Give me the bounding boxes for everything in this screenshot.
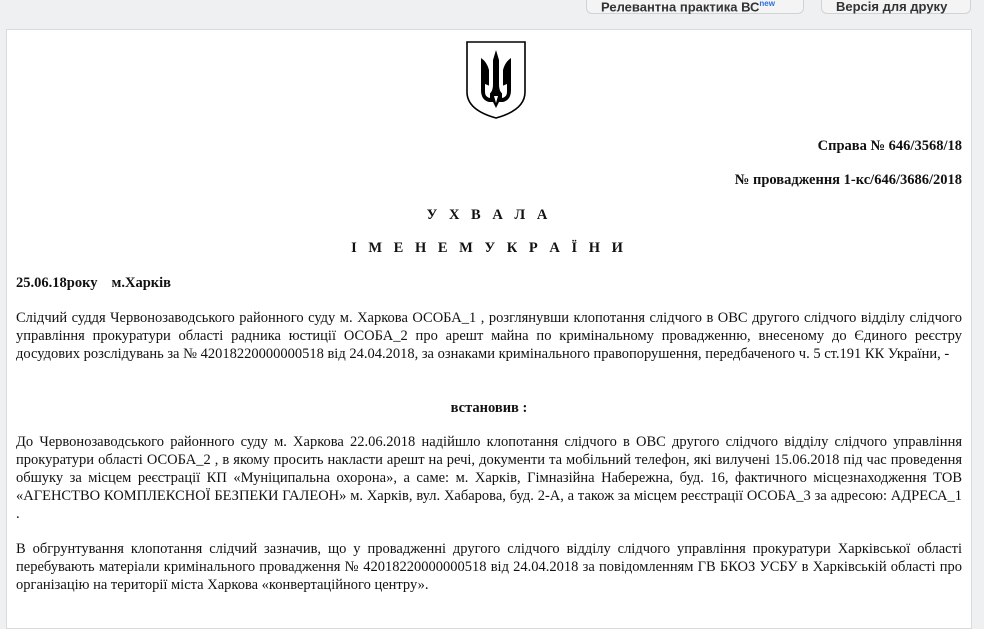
document-title: У Х В А Л А [426, 207, 552, 223]
ruling-city: м.Харків [111, 275, 171, 291]
case-number: Справа № 646/3568/18 [817, 138, 962, 154]
print-version-button[interactable] [821, 0, 971, 14]
relevant-practice-label: Релевантна практика ВС [601, 0, 760, 15]
paragraph-2: В обгрунтування клопотання слідчий зазначив, що у провадженні другого слідчого відділу слідчого управління прокуратури Харківської області перебувають матеріали кримінального провадження № 42018220000000518 від 24.04.2018 за повідомленням ГВ БКОЗ УСБУ в Харківській області про організацію на території міста Харкова «конвертаційного центру». [16, 541, 962, 593]
paragraph-1: До Червонозаводського районного суду м. Харкова 22.06.2018 надійшло клопотання слідчого в ОВС другого слідчого відділу слідчого управління прокуратури області ОСОБА_2 , в якому просить накласти арешт на речі, документи та мобільний телефон, які вилучені 15.06.2018 під час проведення обшуку за місцем реєстрації КП «Муніципальна охорона», а саме: м. Харків, Гімназійна Набережна, буд. 16, фактичного місцезнаходження ТОВ «АГЕНСТВО КОМПЛЕКСНОЇ БЕЗПЕКИ ГАЛЕОН» м. Харків, вул. Хабарова, буд. 2-А, а також за місцем реєстрації ОСОБА_3 за адресою: АДРЕСА_1 . [16, 434, 962, 522]
new-badge: new [759, 0, 775, 8]
relevant-practice-button[interactable] [586, 0, 804, 14]
top-toolbar [0, 0, 984, 28]
ruling-date: 25.06.18року [16, 275, 98, 291]
print-version-label: Версія для друку [836, 0, 948, 14]
date-line [16, 275, 185, 292]
established-heading: встановив : [450, 400, 528, 416]
proceeding-number: № провадження 1-кс/646/3686/2018 [734, 172, 962, 188]
document-page [6, 29, 972, 629]
document-subtitle: І М Е Н Е М У К Р А Ї Н И [351, 240, 627, 256]
intro-paragraph: Слідчий суддя Червонозаводського районного суду м. Харкова ОСОБА_1 , розглянувши клопотання слідчого в ОВС другого слідчого відділу слідчого управління прокуратури області радника юстиції ОСОБА_2 про арешт майна по кримінальному провадженню, внесеному до Єдиного реєстру досудових розслідувань за № 42018220000000518 від 24.04.2018, за ознаками кримінального правопорушення, передбаченого ч. 5 ст.191 КК України, - [16, 310, 962, 362]
coat-of-arms-icon [465, 40, 527, 120]
